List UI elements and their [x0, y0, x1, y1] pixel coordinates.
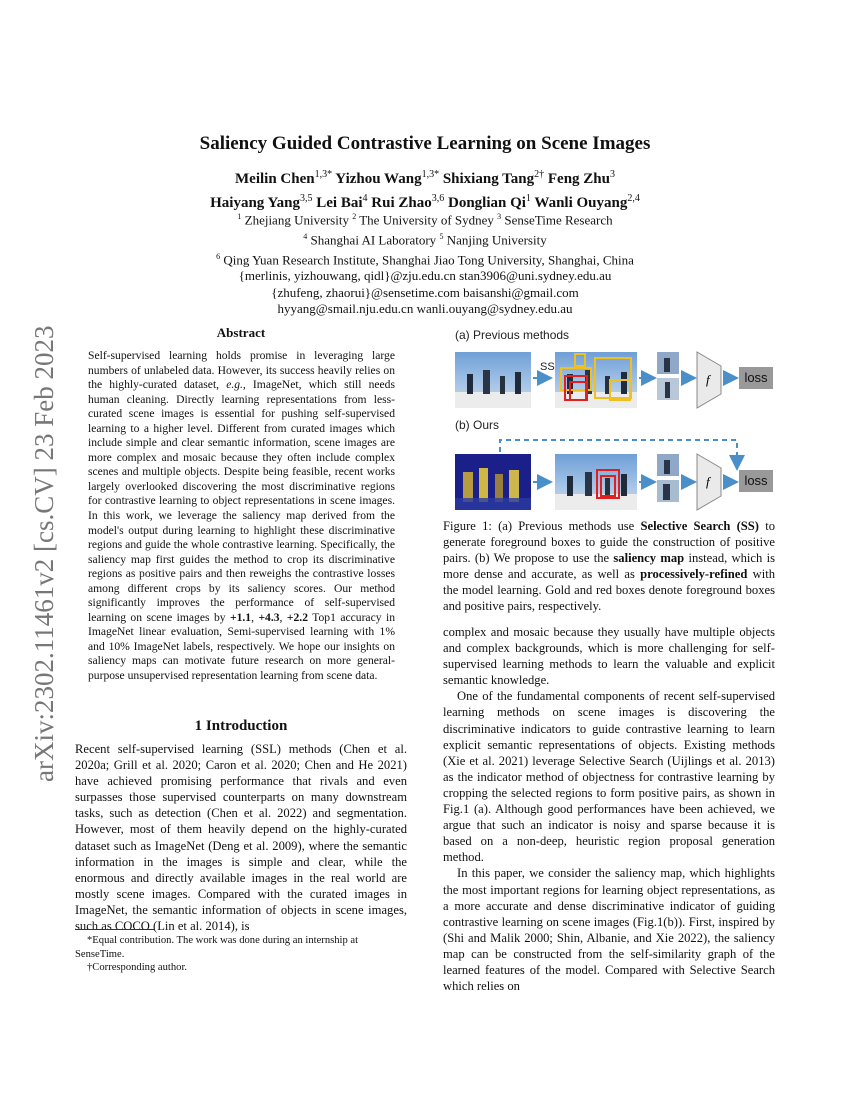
saliency-map-image: [455, 454, 531, 510]
intro-paragraph: Recent self-supervised learning (SSL) methods (Chen et al. 2020a; Grill et al. 2020; Caron et al. 2020; Chen and He 2021) have achieved promising performance that rivals and even surpasses those supervised counterparts on many downstream tasks, such as detection (Chen et al. 2022) and segmentation. However, most of them heavily depend on the highly-curated dataset such as ImageNet (Deng et al. 2009), where the semantic information in the images is simple and clear, while the enormous and directly available images in the real world are mostly scene images. Compared with the curated images in ImageNet, the semantic information of objects in scene images, such as COCO (Lin et al. 2014), is: [75, 742, 407, 934]
encoder-label: f: [706, 372, 710, 387]
selective-search-image: [555, 352, 637, 408]
crop-pair-b: [657, 454, 679, 502]
figure-1: [445, 322, 785, 512]
paragraph: In this paper, we consider the saliency map, which highlights the most important regions for learning object representations, as a more accurate and dense discriminative indicator of guiding contrastive learning on scene images (Fig.1(b)). First, inspired by (Shi and Malik 2000; Shin, Albanie, and Xie 2022), the saliency map can be constructed from the self-similarity graph of the learned features of the model. Compared with Selective Search which relies on: [443, 866, 775, 994]
footnote: *Equal contribution. The work was done during an internship at SenseTime.: [75, 935, 359, 960]
right-column-text: [443, 624, 775, 994]
figure-diagram: [445, 322, 785, 512]
email-line: {merlinis, yizhouwang, qidl}@zju.edu.cn stan3906@uni.sydney.edu.au: [238, 268, 612, 284]
arxiv-id-text: arXiv:2302.11461v2 [cs.CV] 23 Feb 2023: [29, 325, 59, 782]
footnote: †Corresponding author.: [87, 962, 188, 973]
paragraph: complex and mosaic because they usually have multiple objects and complex backgrounds, which is more challenging for self-supervised learning methods to learn the valuable and explicit semantic knowledge.: [443, 625, 775, 688]
affiliations: $^1$ Zhejiang University $^2$ The University of Sydney $^3$ SenseTime Research $^4$ Shanghai AI Laboratory $^5$ Nanjing University $^6$ Qing Yuan Research Institute, Shanghai Jiao Tong University, Shanghai, China {merlinis, yizhouwang, qidl}@zju.edu.cn stan3906@uni.sydney.edu.au {zhufeng, zhaorui}@sensetime.com baisanshi@gmail.com hyyang@smail.nju.edu.cn wanli.ouyang@sydney.edu.au: [100, 209, 750, 318]
email-line: {zhufeng, zhaorui}@sensetime.com baisanshi@gmail.com: [271, 284, 579, 300]
author: Meilin Chen: [235, 171, 315, 187]
encoder-label: f: [706, 474, 710, 489]
figure-label-b: (b) Ours: [455, 418, 500, 432]
author: Rui Zhao: [371, 195, 432, 211]
author: Haiyang Yang: [210, 195, 301, 211]
loss-box-b: loss: [739, 470, 773, 492]
author: Lei Bai: [316, 195, 363, 211]
saliency-crop-image: [555, 454, 637, 510]
author-line-2: Haiyang Yang$^{3,5}$ Lei Bai$^4$ Rui Zhao$^{3,6}$ Donglian Qi$^1$ Wanli Ouyang$^{2,4}$: [210, 193, 640, 211]
abstract-heading: Abstract: [216, 325, 266, 340]
author: Shixiang Tang: [442, 171, 535, 187]
ss-label: SS: [540, 361, 555, 373]
footnotes: [75, 934, 407, 975]
author-line-1: Meilin Chen$^{1,3*}$ Yizhou Wang$^{1,3*}$ Shixiang Tang$^{2\dagger}$ Feng Zhu$^3$: [235, 169, 615, 187]
footnote-rule: [75, 929, 155, 930]
paper-title: Saliency Guided Contrastive Learning on Scene Images: [199, 133, 651, 154]
loss-box-a: loss: [739, 367, 773, 389]
author-list: [100, 165, 750, 213]
author: Feng Zhu: [547, 171, 610, 187]
paragraph: One of the fundamental components of recent self-supervised learning methods on scene images is discovering the discriminative indicators to guide contrastive learning to learn explicit semantic representations of objects. Existing methods (Xie et al. 2021) leverage Selective Search (Uijlings et al. 2013) as the indicator method of objectness for contrastive learning by cropping the selected regions to form positive pairs, as shown in Fig.1 (a). Although good performances have been achieved, we argue that such an indicator is noisy and sparse because it is based on a non-deep, heuristic region proposal generation method.: [443, 689, 775, 865]
section-heading-introduction: 1 Introduction: [194, 718, 288, 734]
author: Wanli Ouyang: [534, 195, 628, 211]
email-line: hyyang@smail.nju.edu.cn wanli.ouyang@sydney.edu.au: [277, 301, 573, 317]
scene-image-a: [455, 352, 531, 408]
figure-label-a: (a) Previous methods: [455, 328, 570, 342]
crop-pair-a: [657, 352, 679, 400]
arxiv-identifier: [22, 292, 62, 792]
author: Yizhou Wang: [335, 171, 422, 187]
author: Donglian Qi: [447, 195, 526, 211]
figure-1-caption: Figure 1: (a) Previous methods use Selective Search (SS) to generate foreground boxes to guide the construction of positive pairs. (b) We propose to use the saliency map instead, which is more dense and accurate, as well as processively-refined with the model learning. Gold and red boxes denote foreground boxes and positive pairs, respectively.: [443, 519, 776, 614]
abstract-body: Self-supervised learning holds promise in leveraging large numbers of unlabeled data. However, its success heavily relies on the highly-curated dataset, e.g., ImageNet, which still needs human cleaning. Directly learning representations from less-curated scene images is essential for pushing self-supervised learning to a higher level. Different from curated images which include simple and clear semantic information, scene images are more complex and mosaic because they often include complex scenes and multiple objects. Despite being feasible, recent works largely overlooked discovering the most discriminative regions for contrastive learning to object representations in scene images. In this work, we leverage the saliency map derived from the model's output during learning to highlight these discriminative regions and guide the whole contrastive learning. Specifically, the saliency map first guides the method to crop its discriminative regions as positive pairs and then reweighs the contrastive losses among different crops by its saliency scores. Our method significantly improves the performance of self-supervised learning on scene images by +1.1, +4.3, +2.2 Top1 accuracy in ImageNet linear evaluation, Semi-supervised learning with 1% and 10% ImageNet labels, respectively. We hope our insights on saliency maps can motivate future research on more general-purpose unsupervised representation learning from scene data.: [88, 349, 395, 683]
